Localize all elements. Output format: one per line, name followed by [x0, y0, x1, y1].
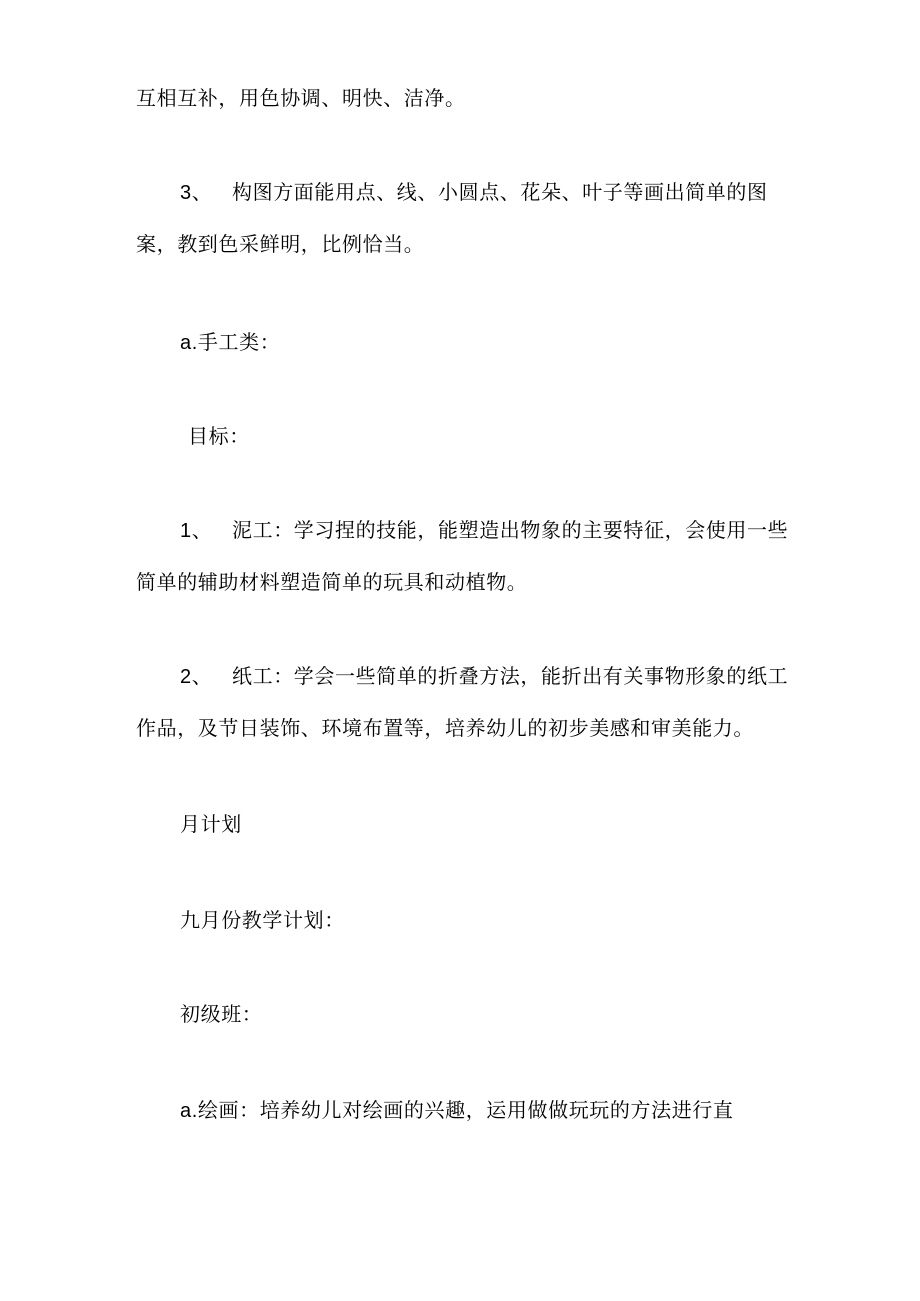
section-heading-handcraft [180, 330, 280, 355]
item-continuation [136, 232, 424, 256]
item-text: 构图方面能用点、线、小圆点、花朵、叶子等画出简单的图 [232, 180, 768, 204]
september-plan-heading [180, 908, 345, 932]
item-text: 泥工：学习捏的技能，能塑造出物象的主要特征，会使用一些 [232, 518, 789, 542]
section-title: 手工类： [197, 330, 281, 354]
goals-title: 目标： [188, 424, 250, 448]
item-number: 3、 [180, 182, 213, 204]
item-continuation-text: 简单的辅助材料塑造简单的玩具和动植物。 [136, 570, 528, 594]
painting-item [180, 1098, 734, 1123]
paragraph-line [136, 86, 466, 110]
numbered-item-1 [180, 518, 788, 543]
goals-heading [188, 424, 250, 448]
item-number: 1、 [180, 520, 213, 542]
monthly-plan-heading [180, 812, 242, 836]
paragraph-text: 互相互补，用色协调、明快、洁净。 [136, 86, 466, 110]
numbered-item-3 [180, 180, 768, 205]
item-continuation [136, 716, 754, 740]
section-prefix: a. [180, 332, 198, 354]
item-number: 2、 [180, 666, 213, 688]
heading-text: 九月份教学计划： [180, 908, 345, 932]
item-text: 纸工：学会一些简单的折叠方法，能折出有关事物形象的纸工 [232, 664, 789, 688]
item-text: 绘画：培养幼儿对绘画的兴趣，运用做做玩玩的方法进行直 [197, 1098, 734, 1122]
numbered-item-2 [180, 664, 788, 689]
heading-text: 初级班： [180, 1002, 263, 1026]
heading-text: 月计划 [180, 812, 242, 836]
item-continuation-text: 作品，及节日装饰、环境布置等，培养幼儿的初步美感和审美能力。 [136, 716, 754, 740]
item-continuation-text: 案，教到色采鲜明，比例恰当。 [136, 232, 425, 256]
item-continuation [136, 570, 527, 594]
item-prefix: a. [180, 1100, 198, 1122]
beginner-class-heading [180, 1002, 262, 1026]
